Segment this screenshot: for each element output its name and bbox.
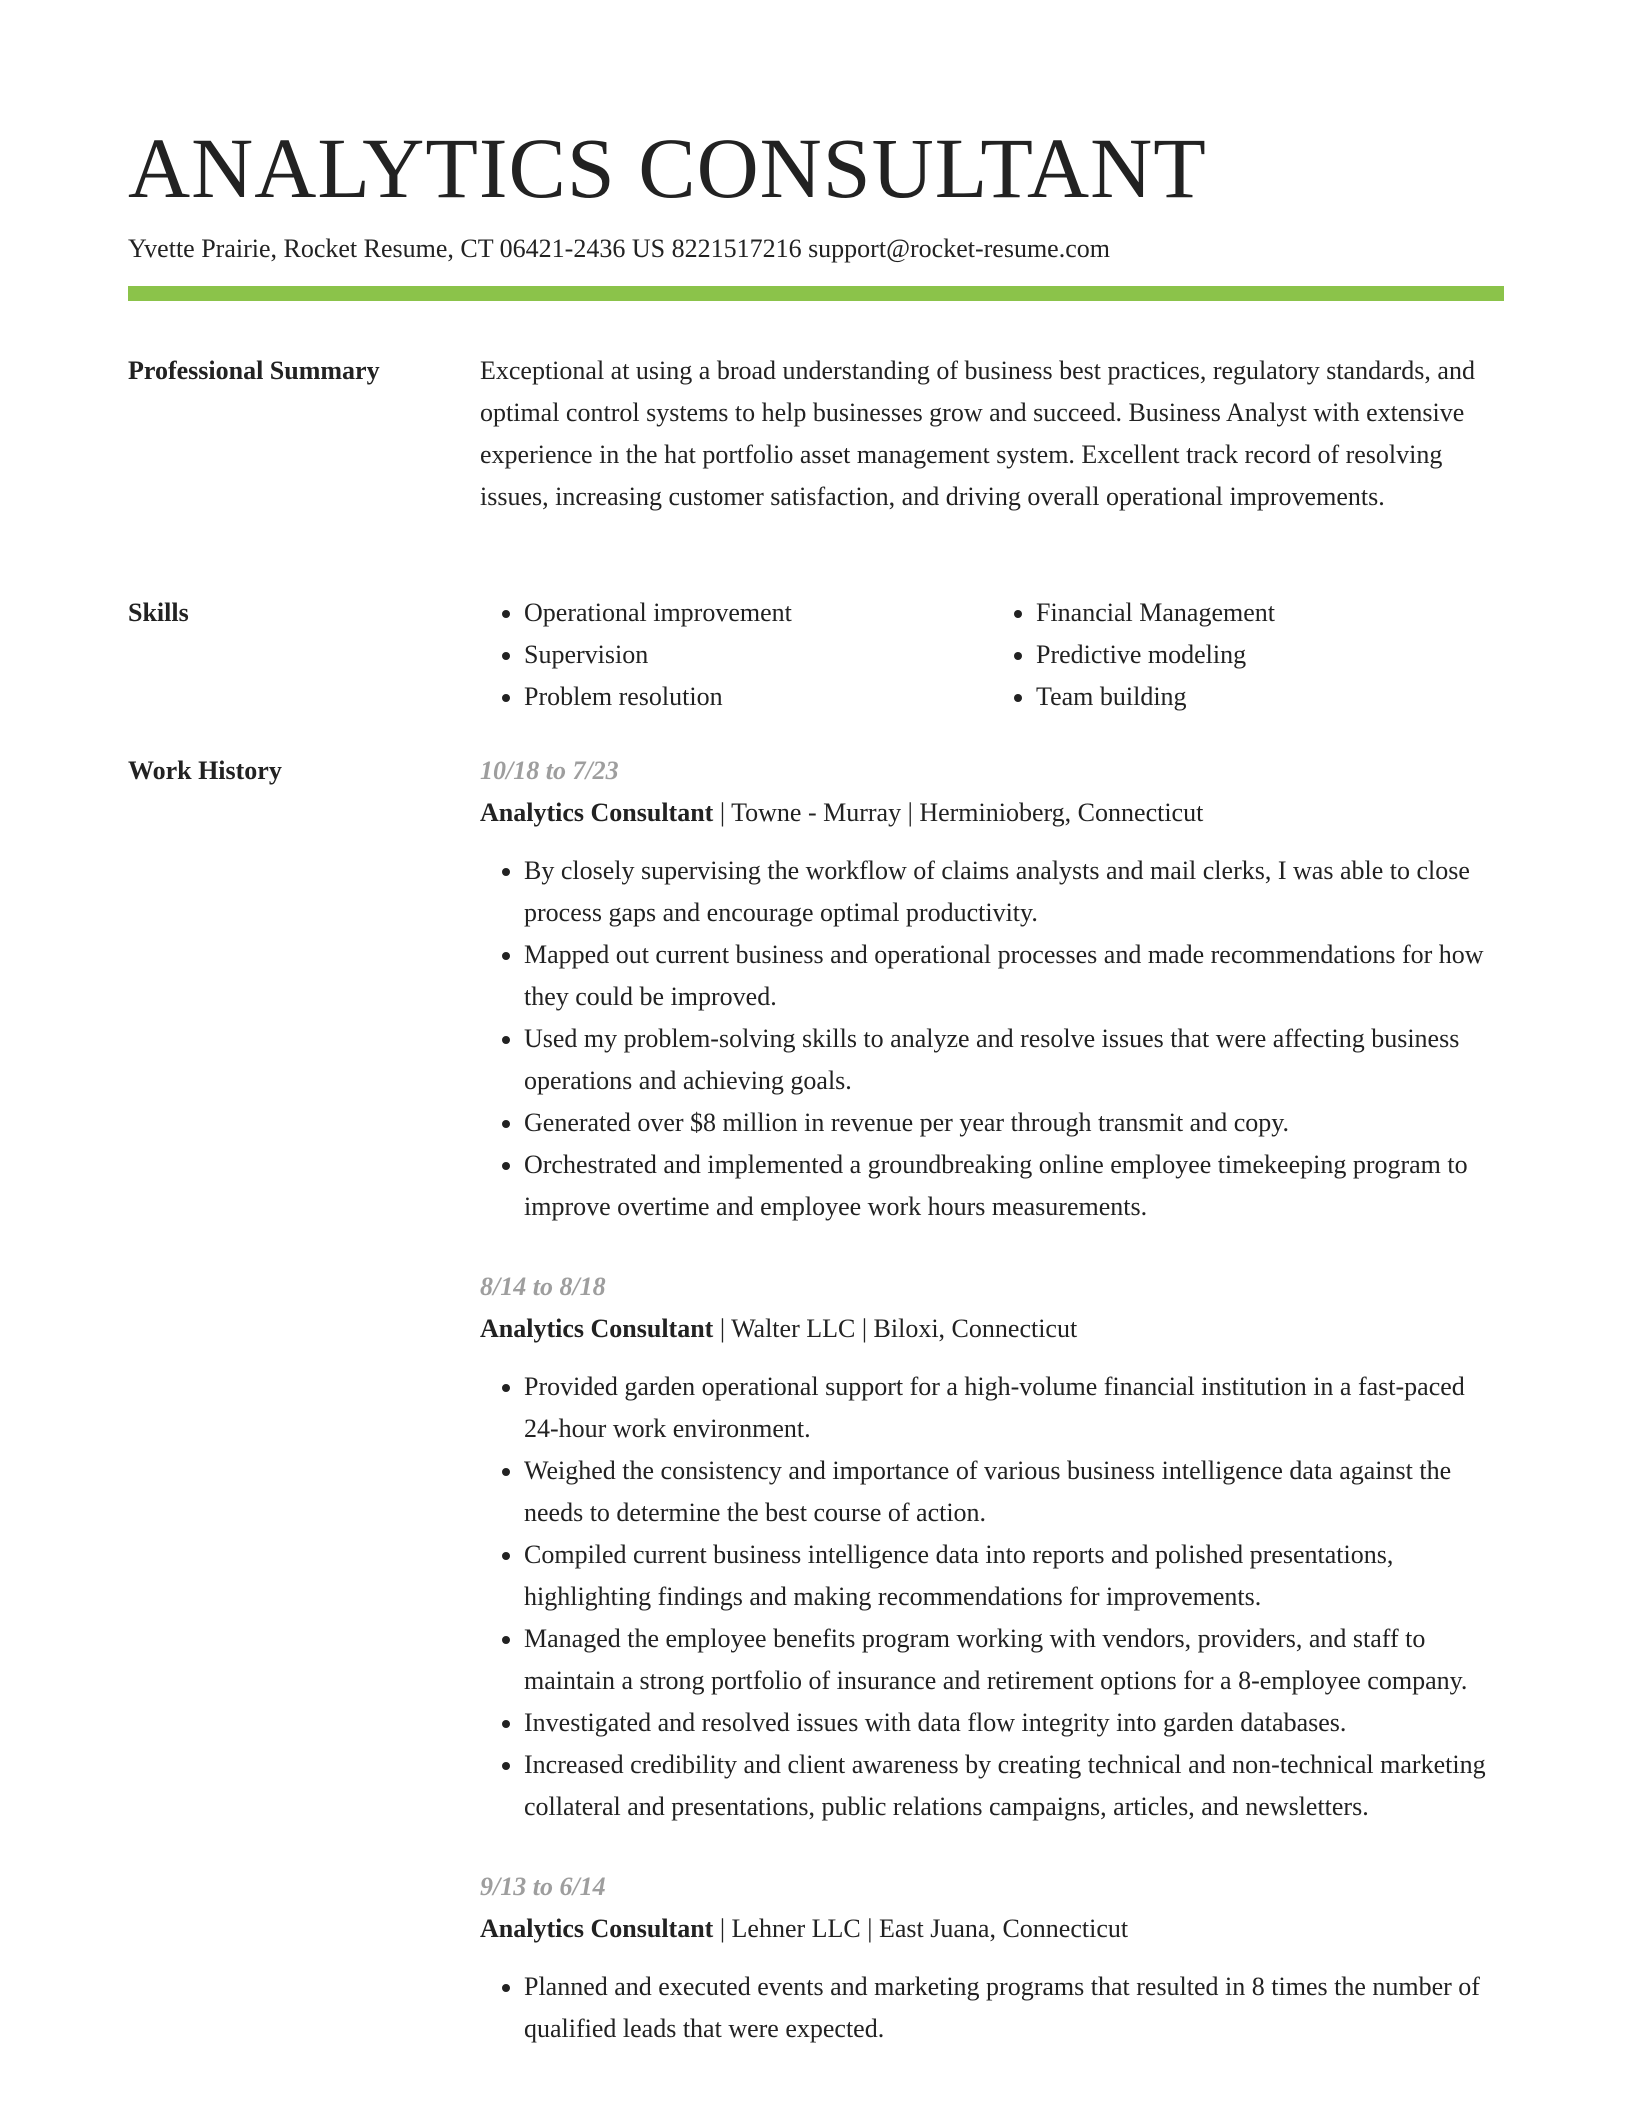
job-header <box>480 1308 1504 1350</box>
job-separator: | <box>713 1914 732 1943</box>
job-header <box>480 792 1504 834</box>
job-bullet-list <box>480 1366 1504 1828</box>
work-history-body <box>480 750 1504 2088</box>
job-title: Analytics Consultant <box>480 798 714 827</box>
job-company: Lehner LLC <box>731 1914 861 1943</box>
job-header <box>480 1908 1504 1950</box>
job-entry <box>480 1866 1504 2050</box>
job-company: Towne - Murray <box>731 798 902 827</box>
work-history-heading: Work History <box>128 756 282 785</box>
summary-heading: Professional Summary <box>128 356 380 385</box>
skills-heading: Skills <box>128 598 189 627</box>
job-bullet: • Generated over $8 million in revenue per year through transmit and copy. <box>524 1102 1504 1144</box>
skills-columns <box>480 592 1504 718</box>
job-bullet: • Managed the employee benefits program working with vendors, providers, and staff to maintain a strong portfolio of insurance and retirement options for a 8-employee company. <box>524 1618 1504 1702</box>
job-location: Herminioberg, Connecticut <box>919 798 1204 827</box>
job-location: East Juana, Connecticut <box>879 1914 1129 1943</box>
job-dates: 10/18 to 7/23 <box>480 756 619 785</box>
job-bullet: • Weighed the consistency and importance of various business intelligence data against the needs to determine the best course of action. <box>524 1450 1504 1534</box>
skills-body <box>480 592 1504 718</box>
job-title: Analytics Consultant <box>480 1314 714 1343</box>
skill-item: • Team building <box>1036 676 1504 718</box>
job-bullet: • Orchestrated and implemented a groundbreaking online employee timekeeping program to improve overtime and employee work hours measurements. <box>524 1144 1504 1228</box>
job-bullet: • Investigated and resolved issues with data flow integrity into garden databases. <box>524 1702 1504 1744</box>
job-entry <box>480 750 1504 1228</box>
header-divider <box>128 286 1504 301</box>
job-location: Biloxi, Connecticut <box>873 1314 1078 1343</box>
job-separator: | <box>860 1914 879 1943</box>
job-bullet: • Provided garden operational support for a high-volume financial institution in a fast-paced 24-hour work environment. <box>524 1366 1504 1450</box>
job-dates: 9/13 to 6/14 <box>480 1872 606 1901</box>
job-bullet: • Used my problem-solving skills to analyze and resolve issues that were affecting business operations and achieving goals. <box>524 1018 1504 1102</box>
contact-line: Yvette Prairie, Rocket Resume, CT 06421-2436 US 8221517216 support@rocket-resume.com <box>128 234 1110 263</box>
job-bullet-list <box>480 1966 1504 2050</box>
skill-item: • Financial Management <box>1036 592 1504 634</box>
job-title: Analytics Consultant <box>480 1914 714 1943</box>
job-dates: 8/14 to 8/18 <box>480 1272 606 1301</box>
job-bullet: • By closely supervising the workflow of claims analysts and mail clerks, I was able to close process gaps and encourage optimal productivity. <box>524 850 1504 934</box>
job-bullet: • Planned and executed events and marketing programs that resulted in 8 times the number of qualified leads that were expected. <box>524 1966 1504 2050</box>
job-separator: | <box>855 1314 874 1343</box>
resume-title: ANALYTICS CONSULTANT <box>128 120 1207 216</box>
summary-text: Exceptional at using a broad understanding of business best practices, regulatory standards, and optimal control systems to help businesses grow and succeed. Business Analyst with extensive experience in the hat portfolio asset management system. Excellent track record of resolving issues, increasing customer satisfaction, and driving overall operational improvements. <box>480 356 1475 511</box>
skills-list-left <box>480 592 992 718</box>
skill-item: • Supervision <box>524 634 992 676</box>
job-entry <box>480 1266 1504 1828</box>
job-separator: | <box>713 798 732 827</box>
job-bullet: • Compiled current business intelligence data into reports and polished presentations, highlighting findings and making recommendations for improvements. <box>524 1534 1504 1618</box>
job-company: Walter LLC <box>731 1314 856 1343</box>
skill-item: • Operational improvement <box>524 592 992 634</box>
job-bullet-list <box>480 850 1504 1228</box>
summary-body <box>480 350 1504 518</box>
job-bullet: • Increased credibility and client awareness by creating technical and non-technical marketing collateral and presentations, public relations campaigns, articles, and newsletters. <box>524 1744 1504 1828</box>
skill-item: • Predictive modeling <box>1036 634 1504 676</box>
job-separator: | <box>901 798 920 827</box>
job-separator: | <box>713 1314 732 1343</box>
skill-item: • Problem resolution <box>524 676 992 718</box>
job-bullet: • Mapped out current business and operational processes and made recommendations for how they could be improved. <box>524 934 1504 1018</box>
skills-list-right <box>992 592 1504 718</box>
